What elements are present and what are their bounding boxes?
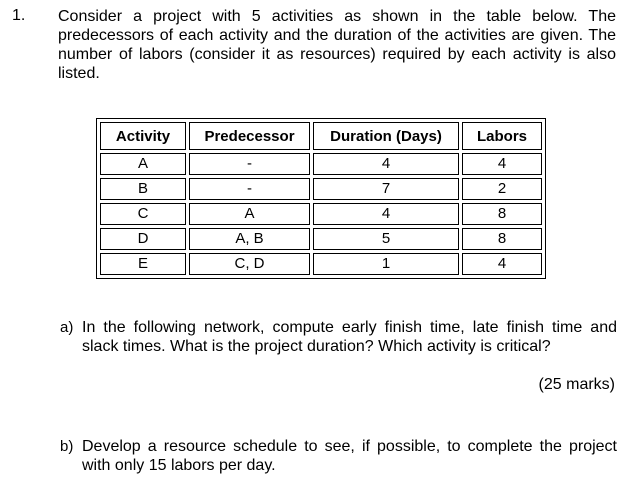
header-predecessor: Predecessor	[189, 122, 310, 150]
activity-table	[96, 118, 546, 279]
cell-labors: 4	[462, 153, 542, 175]
table-row	[100, 178, 542, 200]
cell-duration: 5	[313, 228, 459, 250]
table-row	[100, 228, 542, 250]
cell-labors: 2	[462, 178, 542, 200]
marks-label: (25 marks)	[538, 376, 615, 393]
cell-predecessor: A, B	[189, 228, 310, 250]
part-a-text: In the following network, compute early finish time, late finish time and slack times. What is the project duration? Which activity is critical?	[82, 319, 617, 355]
question-number: 1.	[12, 7, 26, 24]
cell-predecessor: -	[189, 153, 310, 175]
cell-labors: 4	[462, 253, 542, 275]
cell-predecessor: A	[189, 203, 310, 225]
part-b-label: b)	[60, 438, 74, 455]
header-labors: Labors	[462, 122, 542, 150]
cell-duration: 4	[313, 203, 459, 225]
question-intro: Consider a project with 5 activities as shown in the table below. The predecessors of each activity and the duration of the activities are given. The number of labors (consider it as resources) required by each activity is also listed.	[58, 8, 616, 82]
cell-activity: C	[100, 203, 186, 225]
cell-predecessor: -	[189, 178, 310, 200]
cell-duration: 7	[313, 178, 459, 200]
header-duration: Duration (Days)	[313, 122, 459, 150]
part-b-text: Develop a resource schedule to see, if possible, to complete the project with only 15 labors per day.	[82, 438, 617, 474]
table-row	[100, 203, 542, 225]
cell-activity: E	[100, 253, 186, 275]
table-row	[100, 153, 542, 175]
cell-duration: 1	[313, 253, 459, 275]
table-row	[100, 253, 542, 275]
cell-activity: B	[100, 178, 186, 200]
cell-duration: 4	[313, 153, 459, 175]
cell-activity: A	[100, 153, 186, 175]
table-header-row	[100, 122, 542, 150]
header-activity: Activity	[100, 122, 186, 150]
cell-predecessor: C, D	[189, 253, 310, 275]
cell-labors: 8	[462, 203, 542, 225]
cell-labors: 8	[462, 228, 542, 250]
part-a-label: a)	[60, 319, 74, 336]
cell-activity: D	[100, 228, 186, 250]
